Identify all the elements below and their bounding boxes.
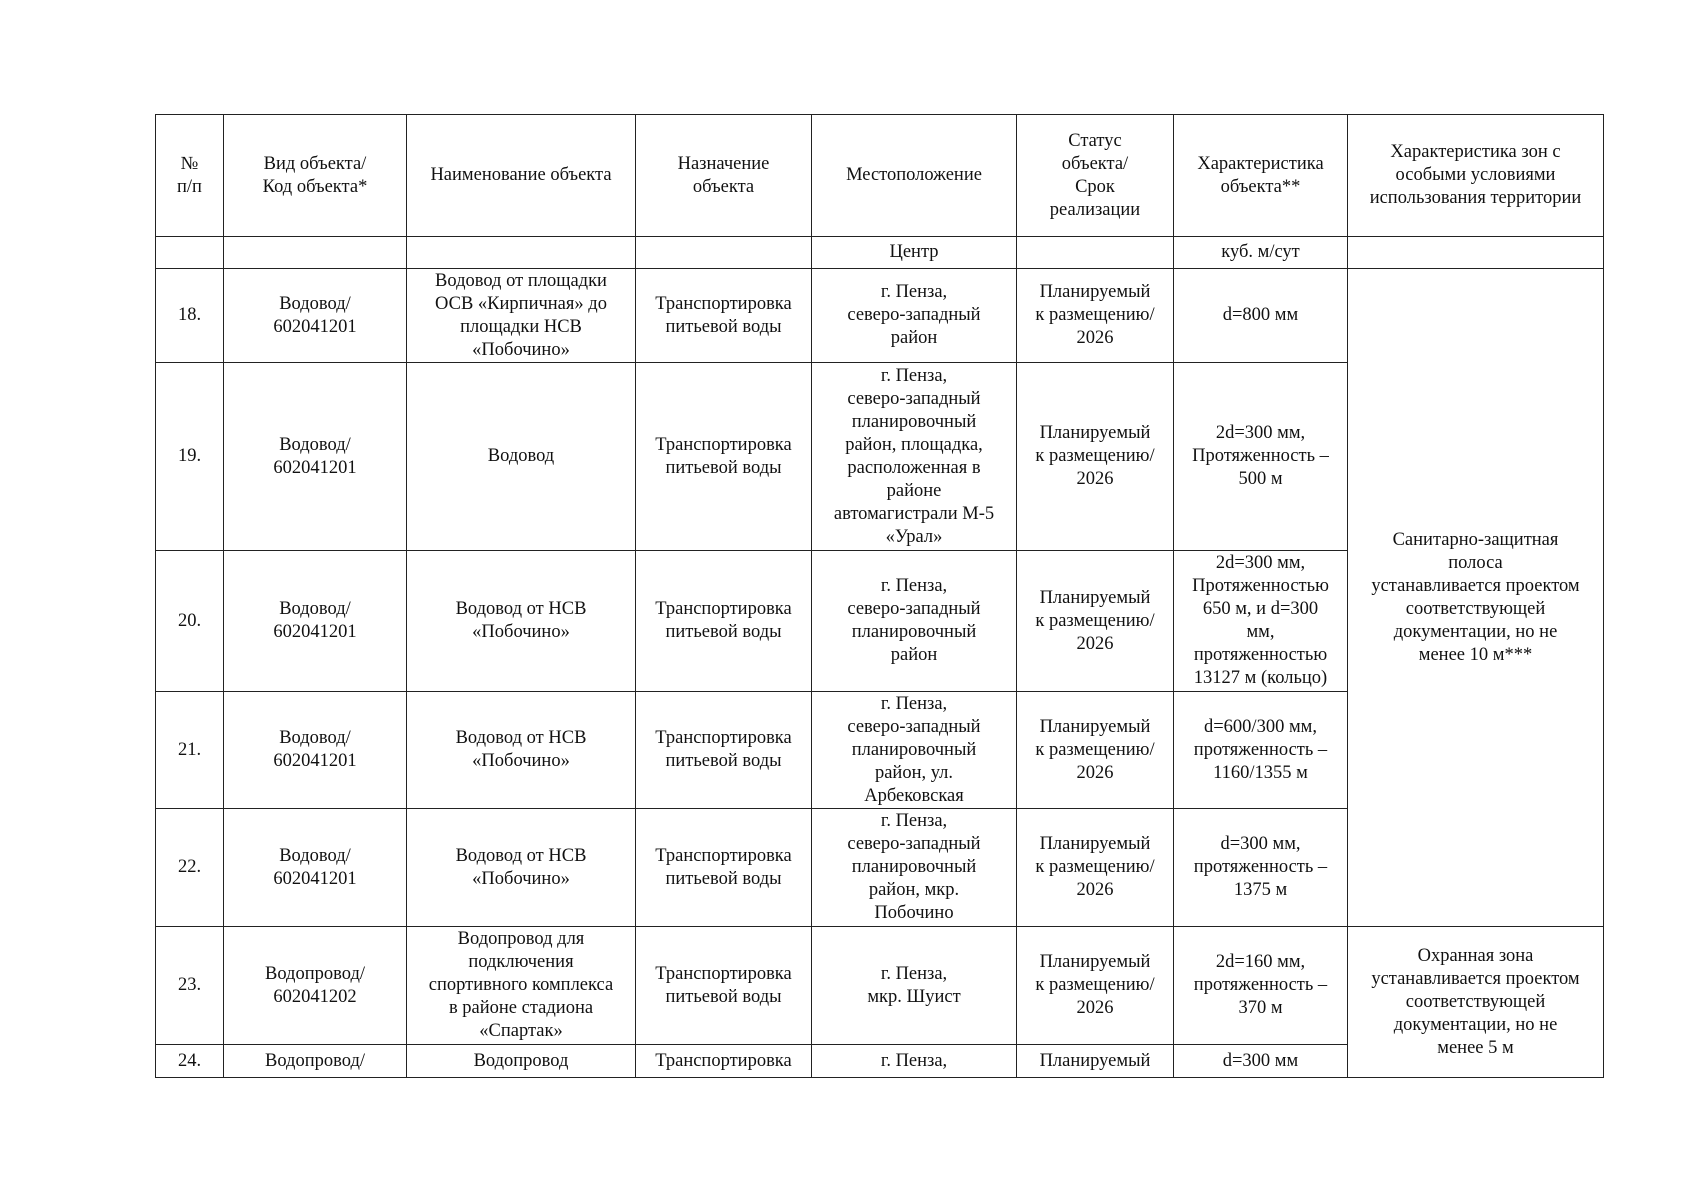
text-line: Побочино (874, 903, 954, 923)
text-line: г. Пенза, (880, 811, 948, 831)
text-line: в районе стадиона (448, 998, 594, 1018)
text-line: менее 10 м*** (1418, 644, 1533, 665)
text-line: Водовод/ (279, 845, 351, 866)
text-line: 2026 (1076, 469, 1114, 489)
text-line: Транспортировка (655, 293, 792, 314)
text-line: г. Пенза, (880, 282, 948, 302)
text-line: автомагистрали М-5 (833, 503, 995, 524)
text-line: 602041201 (273, 868, 357, 889)
text-line: к размещению/ (1035, 305, 1155, 325)
text-line: протяженность – (1193, 975, 1328, 995)
object-status (1017, 269, 1174, 363)
text-line: «Побочино» (472, 751, 570, 771)
text-line: северо-западный (847, 388, 981, 409)
text-line: 602041201 (273, 457, 357, 478)
text-line: питьевой воды (665, 457, 782, 478)
text-line: объекта (692, 176, 755, 197)
text-line: Водовод от НСВ (455, 599, 587, 619)
text-line: северо-западный (847, 716, 981, 737)
text-line: «Побочино» (472, 868, 570, 889)
text-line: Планируемый (1039, 423, 1151, 443)
object-purpose (636, 269, 812, 363)
object-name (407, 363, 636, 551)
text-line: Водопровод/ (265, 963, 365, 984)
text-line: северо-западный (847, 834, 981, 854)
header-purpose (636, 115, 812, 237)
object-kind (224, 1045, 407, 1078)
object-name (407, 1045, 636, 1078)
text-line: соответствующей (1405, 598, 1546, 619)
text-line: Транспортировка (655, 434, 792, 455)
objects-table (155, 114, 1604, 1078)
text-line: № (180, 153, 199, 174)
text-line: Планируемый (1039, 1050, 1151, 1071)
text-line: 500 м (1238, 469, 1283, 489)
text-line: Арбековская (864, 785, 964, 806)
text-line: 602041201 (273, 751, 357, 771)
text-line: площадки НСВ (460, 316, 582, 337)
text-line: Планируемый (1039, 834, 1151, 854)
object-characteristic (1174, 1045, 1348, 1078)
text-line: Планируемый (1039, 952, 1151, 972)
text-line: «Спартак» (479, 1021, 563, 1041)
object-location (812, 927, 1017, 1045)
object-kind (224, 692, 407, 809)
text-line: «Побочино» (472, 622, 570, 642)
units-location: Центр (812, 237, 1017, 269)
text-line: планировочный (851, 739, 977, 760)
text-line: особыми условиями (1395, 165, 1556, 185)
text-line: соответствующей (1405, 991, 1546, 1012)
text-line: Протяженность – (1192, 446, 1329, 466)
text-line: к размещению/ (1035, 610, 1155, 631)
object-purpose (636, 692, 812, 809)
text-line: 1375 м (1233, 880, 1288, 900)
object-purpose (636, 809, 812, 927)
text-line: питьевой воды (665, 622, 782, 642)
text-line: к размещению/ (1035, 975, 1155, 995)
text-line: Транспортировка (655, 1050, 792, 1071)
units-characteristic: куб. м/сут (1174, 237, 1348, 269)
sanitary-zone-cell (1348, 269, 1604, 927)
object-name (407, 692, 636, 809)
text-line: район, площадка, (845, 434, 983, 455)
row-number: 20. (156, 551, 224, 692)
text-line: спортивного комплекса (428, 975, 614, 995)
text-line: Водовод от НСВ (455, 728, 587, 748)
text-line: г. Пенза, (880, 1050, 948, 1071)
object-purpose (636, 551, 812, 692)
protective-zone-cell (1348, 927, 1604, 1078)
text-line: Характеристика (1197, 153, 1324, 174)
text-line: Водопровод (473, 1050, 569, 1071)
text-line: районе (886, 480, 942, 501)
text-line: Наименование объекта (430, 165, 612, 185)
table-row (156, 269, 1604, 363)
object-location (812, 692, 1017, 809)
object-status (1017, 927, 1174, 1045)
text-line: Характеристика зон с (1390, 142, 1561, 162)
object-characteristic (1174, 927, 1348, 1045)
text-line: 2d=300 мм, (1215, 553, 1306, 573)
text-line: устанавливается проектом (1371, 968, 1580, 989)
text-line: г. Пенза, (880, 693, 948, 714)
text-line: документации, но не (1393, 621, 1558, 642)
object-status (1017, 551, 1174, 692)
object-name (407, 809, 636, 927)
text-line: питьевой воды (665, 868, 782, 889)
text-line: d=600/300 мм, (1204, 716, 1317, 737)
text-line: d=800 мм (1222, 305, 1299, 325)
text-line: Транспортировка (655, 728, 792, 748)
table-row (156, 927, 1604, 1045)
text-line: Водовод/ (279, 434, 351, 455)
object-purpose (636, 363, 812, 551)
text-line: Назначение (677, 153, 770, 174)
text-line: 13127 м (кольцо) (1193, 668, 1328, 688)
text-line: d=300 мм, (1220, 834, 1301, 854)
text-line: район (890, 645, 938, 665)
object-purpose (636, 1045, 812, 1078)
text-line: 370 м (1238, 998, 1283, 1018)
text-line: район, ул. (874, 762, 954, 783)
object-kind (224, 363, 407, 551)
text-line: Статус (1068, 130, 1122, 151)
text-line: 602041202 (273, 986, 357, 1007)
text-line: северо-западный (847, 599, 981, 619)
object-location (812, 551, 1017, 692)
text-line: протяженность – (1193, 857, 1328, 877)
row-number: 23. (156, 927, 224, 1045)
text-line: питьевой воды (665, 986, 782, 1007)
object-location (812, 363, 1017, 551)
header-characteristic (1174, 115, 1348, 237)
text-line: объекта** (1220, 176, 1301, 197)
header-status (1017, 115, 1174, 237)
row-number: 18. (156, 269, 224, 363)
object-kind (224, 551, 407, 692)
text-line: 602041201 (273, 316, 357, 337)
object-location (812, 809, 1017, 927)
text-line: Код объекта* (262, 176, 368, 197)
text-line: к размещению/ (1035, 857, 1155, 877)
object-name (407, 551, 636, 692)
text-line: протяженностью (1193, 645, 1328, 665)
text-line: 2d=160 мм, (1215, 952, 1306, 972)
text-line: Планируемый (1039, 716, 1151, 737)
text-line: 2026 (1076, 998, 1114, 1018)
text-line: район, мкр. (868, 880, 960, 900)
object-status (1017, 692, 1174, 809)
text-line: Планируемый (1039, 282, 1151, 302)
text-line: Планируемый (1039, 587, 1151, 608)
text-line: «Урал» (885, 526, 943, 547)
text-line: Вид объекта/ (263, 153, 367, 174)
header-kind (224, 115, 407, 237)
text-line: г. Пенза, (880, 963, 948, 984)
text-line: Водовод/ (279, 599, 351, 619)
text-line: 2026 (1076, 633, 1114, 654)
row-number: 22. (156, 809, 224, 927)
object-characteristic (1174, 363, 1348, 551)
row-number: 21. (156, 692, 224, 809)
row-number: 24. (156, 1045, 224, 1078)
text-line: документации, но не (1393, 1014, 1558, 1035)
text-line: 2d=300 мм, (1215, 423, 1306, 443)
text-line: протяженность – (1193, 739, 1328, 760)
text-line: питьевой воды (665, 316, 782, 337)
text-line: расположенная в (847, 457, 981, 478)
object-kind (224, 927, 407, 1045)
text-line: планировочный (851, 411, 977, 432)
text-line: к размещению/ (1035, 739, 1155, 760)
object-kind (224, 269, 407, 363)
text-line: Протяженностью (1192, 576, 1329, 596)
text-line: мкр. Шуист (867, 986, 961, 1007)
text-line: мм, (1246, 622, 1275, 642)
text-line: 1160/1355 м (1213, 762, 1308, 783)
text-line: 2026 (1076, 328, 1114, 348)
row-number: 19. (156, 363, 224, 551)
header-zones (1348, 115, 1604, 237)
text-line: питьевой воды (665, 751, 782, 771)
text-line: к размещению/ (1035, 446, 1155, 466)
object-characteristic (1174, 269, 1348, 363)
text-line: Водопровод/ (265, 1050, 365, 1071)
header-num (156, 115, 224, 237)
text-line: объекта/ (1061, 153, 1129, 174)
text-line: d=300 мм (1222, 1050, 1299, 1071)
text-line: Водовод от НСВ (455, 845, 587, 866)
text-line: ОСВ «Кирпичная» до (435, 293, 607, 314)
text-line: Водопровод для (457, 929, 585, 949)
text-line: Санитарно-защитная (1392, 529, 1559, 550)
object-name (407, 927, 636, 1045)
text-line: 650 м, и d=300 (1202, 599, 1319, 619)
text-line: северо-западный (847, 305, 981, 325)
text-line: менее 5 м (1437, 1037, 1514, 1058)
object-characteristic (1174, 809, 1348, 927)
units-row (156, 237, 1604, 269)
text-line: Водовод (487, 446, 555, 466)
object-status (1017, 809, 1174, 927)
text-line: подключения (468, 952, 574, 972)
header-name (407, 115, 636, 237)
object-kind (224, 809, 407, 927)
object-location (812, 1045, 1017, 1078)
text-line: 2026 (1076, 762, 1114, 783)
text-line: г. Пенза, (880, 576, 948, 596)
text-line: Транспортировка (655, 963, 792, 984)
object-name (407, 269, 636, 363)
text-line: п/п (177, 176, 202, 197)
text-line: район (890, 328, 938, 348)
text-line: Водовод от площадки (435, 270, 607, 291)
text-line: Охранная зона (1417, 945, 1534, 966)
header-location (812, 115, 1017, 237)
text-line: Срок (1075, 176, 1115, 197)
object-location (812, 269, 1017, 363)
text-line: Местоположение (846, 165, 982, 185)
text-line: 2026 (1076, 880, 1114, 900)
object-status (1017, 1045, 1174, 1078)
text-line: г. Пенза, (880, 365, 948, 386)
text-line: использования территории (1369, 188, 1582, 208)
object-status (1017, 363, 1174, 551)
text-line: полоса (1448, 552, 1503, 573)
text-line: планировочный (851, 857, 977, 877)
text-line: планировочный (851, 622, 977, 642)
text-line: Транспортировка (655, 845, 792, 866)
table-header-row (156, 115, 1604, 237)
object-characteristic (1174, 551, 1348, 692)
text-line: «Побочино» (472, 339, 570, 360)
text-line: Водовод/ (279, 728, 351, 748)
text-line: реализации (1049, 199, 1141, 220)
text-line: устанавливается проектом (1371, 575, 1580, 596)
object-purpose (636, 927, 812, 1045)
text-line: Транспортировка (655, 599, 792, 619)
text-line: 602041201 (273, 622, 357, 642)
object-characteristic (1174, 692, 1348, 809)
text-line: Водовод/ (279, 293, 351, 314)
